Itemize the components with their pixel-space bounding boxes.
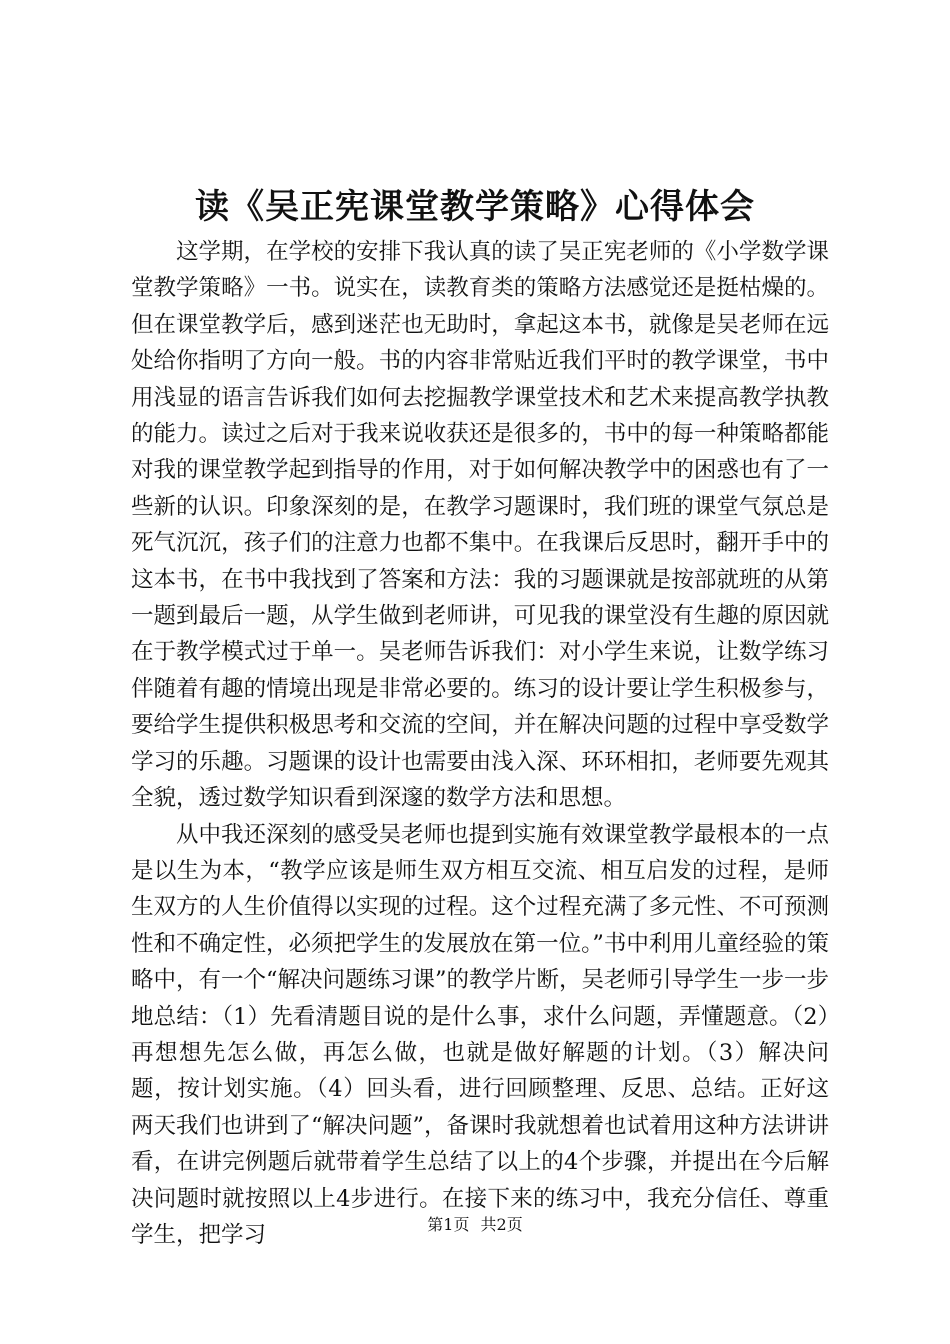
document-title: 读《吴正宪课堂教学策略》心得体会: [195, 187, 755, 227]
page-footer: [0, 1214, 950, 1236]
paragraph-2: 从中我还深刻的感受吴老师也提到实施有效课堂教学最根本的一点是以生为本，“教学应该是师生双方相互交流、相互启发的过程，是师生双方的人生价值得以实现的过程。这个过程充满了多元性、不可预测性和不确定性，必须把学生的发展放在第一位。”书中利用儿童经验的策略中，有一个“解决问题练习课”的教学片断，吴老师引导学生一步一步地总结：（1）先看清题目说的是什么事，求什么问题，弄懂题意。（2）再想想先怎么做，再怎么做，也就是做好解题的计划。（3）解决问题，按计划实施。（4）回头看，进行回顾整理、反思、总结。正好这两天我们也讲到了“解决问题”，备课时我就想着也试着用这种方法讲讲看，在讲完例题后就带着学生总结了以上的4个步骤，并提出在今后解决问题时就按照以上4步进行。在接下来的练习中，我充分信任、尊重学生，把学习: [131, 821, 830, 1248]
page-number-total: 共2页: [480, 1215, 523, 1234]
page-number-current: 第1页: [427, 1215, 470, 1234]
paragraph-1: 这学期，在学校的安排下我认真的读了吴正宪老师的《小学数学课堂教学策略》一书。说实在，读教育类的策略方法感觉还是挺枯燥的。但在课堂教学后，感到迷茫也无助时，拿起这本书，就像是吴老师在远处给你指明了方向一般。书的内容非常贴近我们平时的教学课堂，书中用浅显的语言告诉我们如何去挖掘教学课堂技术和艺术来提高教学执教的能力。读过之后对于我来说收获还是很多的，书中的每一种策略都能对我的课堂教学起到指导的作用，对于如何解决教学中的困惑也有了一些新的认识。印象深刻的是，在教学习题课时，我们班的课堂气氛总是死气沉沉，孩子们的注意力也都不集中。在我课后反思时，翻开手中的这本书，在书中我找到了答案和方法：我的习题课就是按部就班的从第一题到最后一题，从学生做到老师讲，可见我的课堂没有生趣的原因就在于教学模式过于单一。吴老师告诉我们：对小学生来说，让数学练习伴随着有趣的情境出现是非常必要的。练习的设计要让学生积极参与，要给学生提供积极思考和交流的空间，并在解决问题的过程中享受数学学习的乐趣。习题课的设计也需要由浅入深、环环相扣，老师要先观其全貌，透过数学知识看到深邃的数学方法和思想。: [131, 239, 829, 812]
document-body: [131, 234, 829, 1253]
